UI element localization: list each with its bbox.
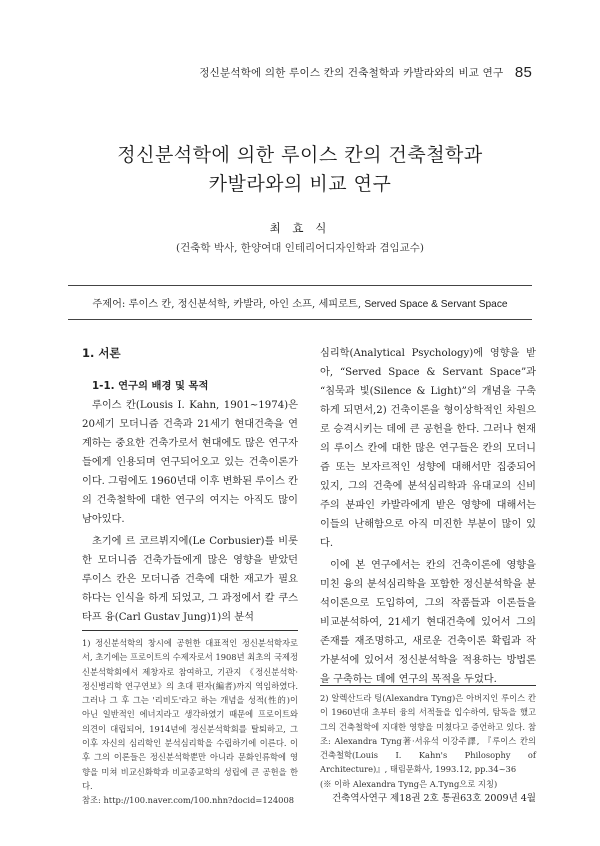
footnote-1-text: 1) 정신분석학의 창시에 공헌한 대표적인 정신분석학자로서, 초기에는 프로이트의 수제자로서 1908년 최초의 국제정신분석학회에서 제창자로 참여하고, 기관지 《정신분석학·정신병리학 연구연보》의 초대 편자(編者)까지 역임하였다. 그러나 그 후 그는 '리비도'라고 하는 개념을 성적(性的)이 아닌 일반적인 에너지라고 생각하였기 때문에 프로이트와 의견이 대립되어, 1914년에 정신분석학회를 탈퇴하고, 그 이후 자신의 심리학인 분석심리학을 수립하기에 이른다. 이후 그의 이론들은 정신분석학뿐만 아니라 문화인류학에 영향을 미쳐 비교신화학과 비교종교학의 성립에 큰 공헌을 한다. (82, 638, 298, 791)
left-column (82, 344, 298, 630)
keywords (68, 295, 532, 310)
journal-issue-line: 건축역사연구 제18권 2호 통권63호 2009년 4월 (331, 793, 536, 804)
running-head-text: 정신분석학에 의한 루이스 칸의 건축철학과 카발라와의 비교 연구 (199, 67, 504, 79)
footnote-rule-right (320, 685, 536, 686)
page-number: 85 (514, 64, 532, 81)
right-column (320, 344, 536, 692)
body-paragraph: 이에 본 연구에서는 칸의 건축이론에 영향을 미친 융의 분석심리학을 포함한 정신분석학을 분석이론으로 도입하여, 그의 작품들과 이론들을 비교분석하여, 21세기 현대건축에 있어서 그의 존재를 재조명하고, 새로운 건축이론 확립과 작가분석에 있어서 정신분석학을 적용하는 방법론을 구축하는 데에 연구의 목적을 두었다. (320, 560, 536, 685)
title-line-2: 카발라와의 비교 연구 (208, 173, 392, 195)
footnote-1 (82, 636, 298, 808)
footnote-2-text: 2) 알렉산드라 팅(Alexandra Tyng)은 아버지인 루이스 칸이 1960년대 초부터 융의 서적들을 입수하여, 탐독을 했고 그의 건축철학에 지대한 영향을 미쳤다고 증언하고 있다. 참조: Alexandra Tyng著·서유석 이강주譯, 『루이스 칸의 건축철학(Louis I. Kahn's Philosophy of Architecture)』, 태림문화사, 1993.12, pp.34~36 (320, 693, 536, 775)
keywords-korean: 루이스 칸, 정신분석학, 카발라, 아인 소프, 세피로트, (128, 299, 362, 310)
keyword-top-rule (68, 285, 532, 286)
author-affiliation: (건축학 박사, 한양여대 인테리어디자인학과 겸임교수) (175, 242, 425, 254)
footnote-1-reference: 참조: http://100.naver.com/100.nhn?docid=124008 (82, 795, 295, 806)
author-name: 최 효 식 (269, 221, 331, 235)
keyword-bottom-rule (68, 319, 532, 320)
footnote-2-note: (※ 이하 Alexandra Tyng은 A.Tyng으로 지칭) (320, 778, 498, 789)
keywords-latin: Served Space & Servant Space (364, 299, 508, 310)
running-head (40, 64, 532, 81)
footnote-2 (320, 691, 536, 791)
section-heading-introduction: 1. 서론 (82, 346, 121, 360)
body-paragraph: 심리학(Analytical Psychology)에 영향을 받아, “Served Space & Servant Space”과 “침묵과 빛(Silence & Light)”의 개념을 구축하게 되면서,2) 건축이론을 형이상학적인 차원으로 승격시키는 데에 큰 공헌을 한다. 그러나 현재의 루이스 칸에 대한 많은 연구들은 칸의 모더니즘 또는 보자르적인 성향에 대해서만 집중되어 있지, 그의 건축에 분석심리학과 유대교의 신비주의 분파인 카발라에게 받은 영향에 대해서는 이들의 난해함으로 아직 미진한 부분이 많이 있다. (320, 348, 536, 549)
paper-title (40, 141, 560, 199)
body-paragraph: 초기에 르 코르뷔지에(Le Corbusier)를 비롯한 모더니즘 건축가들에게 많은 영향을 받았던 루이스 칸은 모더니즘 건축에 대한 재고가 필요하다는 인식을 하게 되었고, 그 과정에서 칼 쿠스타프 융(Carl Gustav Jung)1)의 분석 (82, 536, 298, 623)
subsection-heading-background: 1-1. 연구의 배경 및 목적 (92, 380, 209, 392)
title-line-1: 정신분석학에 의한 루이스 칸의 건축철학과 (117, 144, 483, 166)
body-paragraph: 루이스 칸(Lousis I. Kahn, 1901~1974)은 20세기 모더니즘 건축과 21세기 현대건축을 연계하는 중요한 건축가로서 현대에도 많은 연구자들에게 인용되며 연구되어오고 있는 건축이론가이다. 그럼에도 1960년대 이후 변화된 루이스 칸의 건축철학에 대한 연구의 여지는 아직도 많이 남아있다. (82, 400, 298, 525)
footnote-rule-left (82, 630, 298, 631)
keywords-label: 주제어: (92, 299, 126, 310)
